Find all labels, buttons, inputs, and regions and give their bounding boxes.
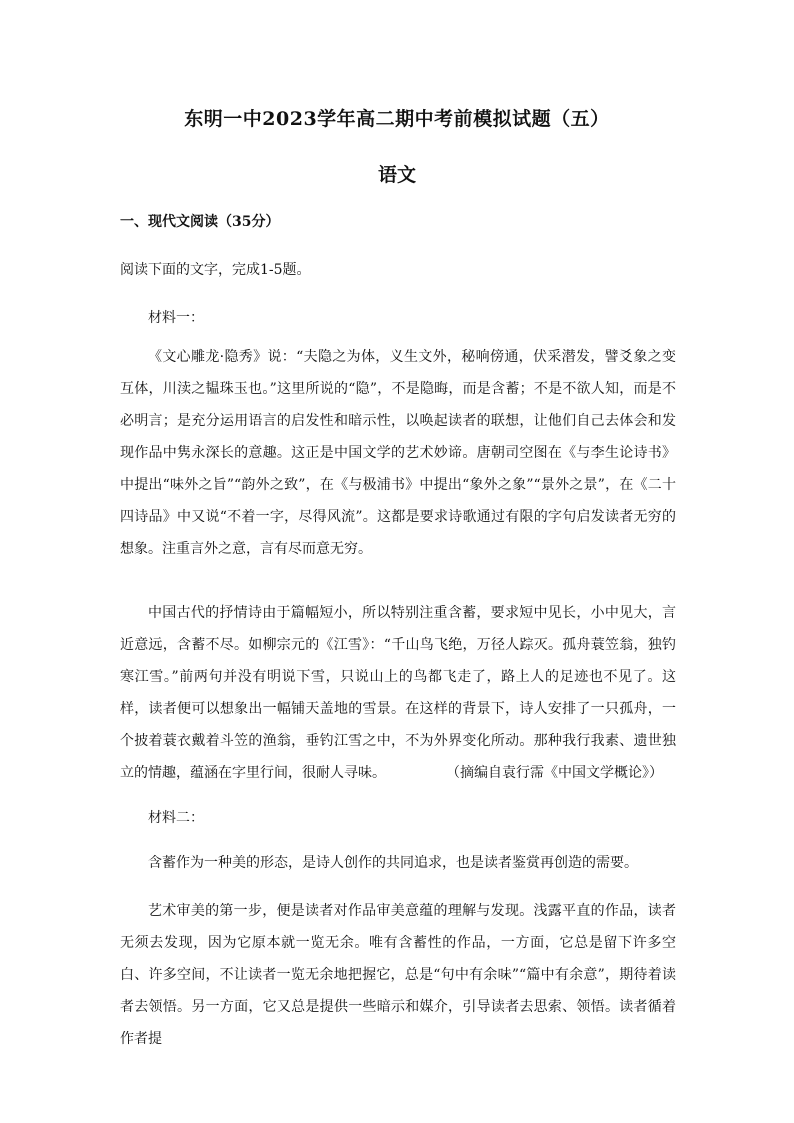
- material-two-paragraph: 艺术审美的第一步，便是读者对作品审美意蕴的理解与发现。浅露平直的作品，读者无须去发现，因为它原本就一览无余。唯有含蓄性的作品，一方面，它总是留下许多空白、许多空间，不让读者一览无余地把握它，总是“句中有余味”“篇中有余意”，期待着读者去领悟。另一方面，它又总是提供一些暗示和媒介，引导读者去思索、领悟。读者循着作者提: [120, 903, 676, 1047]
- paragraph-text: 中国古代的抒情诗由于篇幅短小，所以特别注重含蓄，要求短中见长，小中见大，言近意远，含蓄不尽。如柳宗元的《江雪》：“千山鸟飞绝，万径人踪灭。孤舟蓑笠翁，独钓寒江雪。”前两句并没有明说下雪，只说山上的鸟都飞走了，路上人的足迹也不见了。这样，读者便可以想象出一幅铺天盖地的雪景。在这样的背景下，诗人安排了一只孤舟，一个披着蓑衣戴着斗笠的渔翁，垂钓江雪之中，不为外界变化所动。那种我行我素、遗世独立的情趣，蕴涵在字里行间，很耐人寻味。: [120, 605, 676, 781]
- material-two-paragraph: 含蓄作为一种美的形态，是诗人创作的共同追求，也是读者鉴赏再创造的需要。: [148, 855, 638, 871]
- source-citation: （摘编自袁行霈《中国文学概论》）: [446, 765, 663, 781]
- exam-title: 东明一中2023学年高二期中考前模拟试题（五）: [184, 108, 610, 130]
- material-one-paragraph: [120, 597, 676, 789]
- material-one-paragraph: 《文心雕龙·隐秀》说：“夫隐之为体，义生文外，秘响傍通，伏采潜发，譬爻象之变互体，川渎之韫珠玉也。”这里所说的“隐”，不是隐晦，而是含蓄；不是不欲人知，而是不必明言；是充分运用语言的启发性和暗示性，以唤起读者的联想，让他们自己去体会和发现作品中隽永深长的意趣。这正是中国文学的艺术妙谛。唐朝司空图在《与李生论诗书》中提出“味外之旨”“韵外之致”，在《与极浦书》中提出“象外之象”“景外之景”，在《二十四诗品》中又说“不着一字，尽得风流”。这都是要求诗歌通过有限的字句启发读者无穷的想象。注重言外之意，言有尽而意无穷。: [120, 349, 676, 557]
- material-two-label: 材料二：: [148, 810, 204, 826]
- reading-instruction: 阅读下面的文字，完成1-5题。: [120, 262, 311, 278]
- subject-heading: 语文: [377, 164, 416, 186]
- material-one-label: 材料一：: [148, 310, 204, 326]
- section-heading: 一、现代文阅读（35分）: [120, 214, 280, 230]
